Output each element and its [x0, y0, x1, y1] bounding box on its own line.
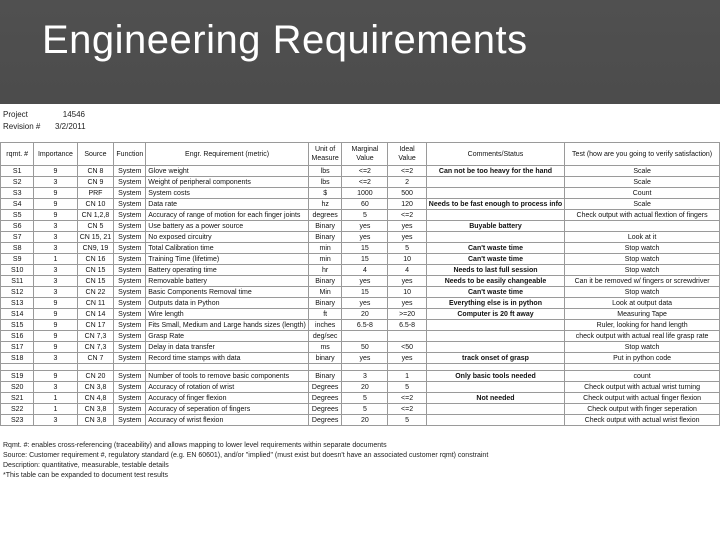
table-row [1, 276, 720, 287]
table-cell: CN 16 [77, 254, 114, 265]
table-cell: check output with actual real life grasp rate [565, 331, 720, 342]
table-cell: S9 [1, 254, 34, 265]
table-cell: Check output with actual finger flexion [565, 393, 720, 404]
table-cell: 9 [34, 210, 77, 221]
table-cell: Accuracy of wrist flexion [146, 415, 309, 426]
table-cell: Put in python code [565, 353, 720, 364]
table-cell: Scale [565, 177, 720, 188]
column-header: rqmt. # [1, 143, 34, 166]
table-cell: <=2 [388, 210, 426, 221]
table-cell: inches [308, 320, 342, 331]
table-row [1, 309, 720, 320]
table-cell: 15 [342, 254, 388, 265]
table-cell: System [114, 298, 146, 309]
table-cell: Only basic tools needed [426, 371, 564, 382]
table-cell: Fits Small, Medium and Large hands sizes (length) [146, 320, 309, 331]
table-cell: 9 [34, 320, 77, 331]
table-cell: 20 [342, 382, 388, 393]
table-cell: Removable battery [146, 276, 309, 287]
spacer-cell [342, 364, 388, 371]
table-cell: 3 [34, 353, 77, 364]
table-cell: <=2 [342, 166, 388, 177]
table-cell: CN 17 [77, 320, 114, 331]
table-cell [426, 188, 564, 199]
table-cell: Glove weight [146, 166, 309, 177]
table-cell: CN 15 [77, 265, 114, 276]
requirements-table [0, 142, 720, 426]
table-cell: 1 [34, 393, 77, 404]
table-cell: S5 [1, 210, 34, 221]
table-cell [426, 331, 564, 342]
table-cell: <=2 [388, 404, 426, 415]
note-line: Source: Customer requirement #, regulatory standard (e.g. EN 60601), and/or "implied" (must exist but doesn't have an associated customer rqmt) constraint [3, 452, 489, 459]
note-line: Description: quantitative, measurable, testable details [3, 462, 169, 469]
table-cell: Buyable battery [426, 221, 564, 232]
table-cell: 20 [342, 415, 388, 426]
table-cell: 9 [34, 199, 77, 210]
table-cell: S10 [1, 265, 34, 276]
table-row [1, 221, 720, 232]
table-cell: S15 [1, 320, 34, 331]
table-cell: Binary [308, 232, 342, 243]
table-cell: Can't waste time [426, 287, 564, 298]
table-cell: track onset of grasp [426, 353, 564, 364]
table-row [1, 342, 720, 353]
table-cell: CN 11 [77, 298, 114, 309]
table-row [1, 415, 720, 426]
table-cell: Needs to last full session [426, 265, 564, 276]
spacer-cell [1, 364, 34, 371]
table-cell: Count [565, 188, 720, 199]
table-cell: binary [308, 353, 342, 364]
table-cell: Look at output data [565, 298, 720, 309]
table-cell: yes [388, 221, 426, 232]
table-row [1, 287, 720, 298]
table-cell: yes [388, 298, 426, 309]
column-header: Engr. Requirement (metric) [146, 143, 309, 166]
table-cell: 3 [34, 287, 77, 298]
table-cell: Everything else is in python [426, 298, 564, 309]
table-cell: System [114, 232, 146, 243]
table-cell: System [114, 265, 146, 276]
table-row [1, 382, 720, 393]
table-cell: System [114, 221, 146, 232]
table-cell: CN 20 [77, 371, 114, 382]
table-cell: System [114, 243, 146, 254]
table-cell: S4 [1, 199, 34, 210]
spreadsheet-image [0, 104, 720, 540]
table-cell [565, 221, 720, 232]
table-cell: 2 [388, 177, 426, 188]
table-cell: Delay in data transfer [146, 342, 309, 353]
table-cell: Can't waste time [426, 254, 564, 265]
table-cell: S12 [1, 287, 34, 298]
table-cell: 50 [342, 342, 388, 353]
table-cell: lbs [308, 166, 342, 177]
column-header: Source [77, 143, 114, 166]
table-cell: S7 [1, 232, 34, 243]
table-cell: 9 [34, 166, 77, 177]
spacer-cell [114, 364, 146, 371]
table-cell: Binary [308, 371, 342, 382]
table-row [1, 254, 720, 265]
table-cell: Stop watch [565, 254, 720, 265]
table-row [1, 331, 720, 342]
table-cell [388, 331, 426, 342]
table-cell: Degrees [308, 415, 342, 426]
table-cell [426, 404, 564, 415]
table-cell: 5 [342, 404, 388, 415]
table-cell: Binary [308, 298, 342, 309]
table-cell: Needs to be fast enough to process info [426, 199, 564, 210]
table-cell: CN 15, 21 [77, 232, 114, 243]
table-row [1, 166, 720, 177]
spacer-cell [565, 364, 720, 371]
table-cell: CN 10 [77, 199, 114, 210]
table-cell: yes [388, 232, 426, 243]
slide-title: Engineering Requirements [42, 18, 528, 62]
table-cell: CN 7,3 [77, 342, 114, 353]
table-cell: S20 [1, 382, 34, 393]
spacer-row [1, 364, 720, 371]
table-cell [426, 382, 564, 393]
table-cell [426, 320, 564, 331]
table-cell: CN 1,2,8 [77, 210, 114, 221]
table-row [1, 188, 720, 199]
note-line: *This table can be expanded to document test results [3, 472, 168, 479]
table-cell: Battery operating time [146, 265, 309, 276]
table-cell: 5 [342, 210, 388, 221]
table-cell: System [114, 331, 146, 342]
table-cell: <=2 [388, 166, 426, 177]
table-cell [426, 232, 564, 243]
table-cell: 5 [388, 415, 426, 426]
spacer-cell [77, 364, 114, 371]
table-row [1, 199, 720, 210]
table-cell: 5 [388, 243, 426, 254]
table-cell: Check output with actual wrist turning [565, 382, 720, 393]
table-cell: System [114, 188, 146, 199]
table-cell: 15 [342, 243, 388, 254]
table-cell: CN 3,8 [77, 415, 114, 426]
table-row [1, 353, 720, 364]
table-cell: System costs [146, 188, 309, 199]
table-cell: Degrees [308, 393, 342, 404]
column-header: Ideal Value [388, 143, 426, 166]
spacer-cell [146, 364, 309, 371]
table-cell: Grasp Rate [146, 331, 309, 342]
table-cell: System [114, 287, 146, 298]
table-cell: S13 [1, 298, 34, 309]
table-cell: Can it be removed w/ fingers or screwdriver [565, 276, 720, 287]
table-cell: Binary [308, 221, 342, 232]
table-cell: 20 [342, 309, 388, 320]
column-header: Comments/Status [426, 143, 564, 166]
table-cell: S17 [1, 342, 34, 353]
table-cell: <=2 [342, 177, 388, 188]
table-cell: CN 7 [77, 353, 114, 364]
table-cell: Scale [565, 166, 720, 177]
table-cell: Scale [565, 199, 720, 210]
table-cell: CN 3,8 [77, 404, 114, 415]
table-cell: S16 [1, 331, 34, 342]
table-cell: CN 4,8 [77, 393, 114, 404]
table-cell: CN 8 [77, 166, 114, 177]
table-cell: Wire length [146, 309, 309, 320]
table-cell: Check output with actual flextion of fingers [565, 210, 720, 221]
table-cell: Accuracy of range of motion for each finger joints [146, 210, 309, 221]
table-cell: hr [308, 265, 342, 276]
table-cell: 3 [34, 265, 77, 276]
table-cell: degrees [308, 210, 342, 221]
table-cell: CN 3,8 [77, 382, 114, 393]
table-cell: System [114, 199, 146, 210]
table-cell: Use battery as a power source [146, 221, 309, 232]
table-cell [426, 210, 564, 221]
table-cell: lbs [308, 177, 342, 188]
table-cell: 15 [342, 287, 388, 298]
table-cell: CN 9 [77, 177, 114, 188]
table-cell: min [308, 243, 342, 254]
notes-block [3, 441, 488, 481]
table-cell: 5 [342, 393, 388, 404]
table-cell: 6.5-8 [342, 320, 388, 331]
table-cell: S19 [1, 371, 34, 382]
table-cell: yes [342, 298, 388, 309]
table-cell: yes [342, 232, 388, 243]
table-row [1, 243, 720, 254]
table-cell: Measuring Tape [565, 309, 720, 320]
table-cell: Basic Components Removal time [146, 287, 309, 298]
table-cell: 4 [388, 265, 426, 276]
table-cell: CN 15 [77, 276, 114, 287]
table-cell: CN 14 [77, 309, 114, 320]
table-cell: CN 7,3 [77, 331, 114, 342]
table-cell: Computer is 20 ft away [426, 309, 564, 320]
table-row [1, 232, 720, 243]
table-cell: Stop watch [565, 243, 720, 254]
table-row [1, 320, 720, 331]
table-cell: $ [308, 188, 342, 199]
table-cell [426, 342, 564, 353]
table-cell: System [114, 371, 146, 382]
table-row [1, 177, 720, 188]
table-cell: Degrees [308, 382, 342, 393]
table-cell: deg/sec [308, 331, 342, 342]
table-cell: Ruler, looking for hand length [565, 320, 720, 331]
table-cell: S23 [1, 415, 34, 426]
table-cell: Accuracy of seperation of fingers [146, 404, 309, 415]
table-cell: S8 [1, 243, 34, 254]
table-cell: S21 [1, 393, 34, 404]
table-cell: Binary [308, 276, 342, 287]
table-cell: yes [342, 353, 388, 364]
table-cell: yes [388, 276, 426, 287]
table-cell: Check output with actual wrist flexion [565, 415, 720, 426]
table-cell: System [114, 353, 146, 364]
column-header: Importance [34, 143, 77, 166]
revision-label: Revision # [3, 121, 41, 131]
table-cell: 120 [388, 199, 426, 210]
table-cell: 9 [34, 342, 77, 353]
table-cell: 10 [388, 287, 426, 298]
table-cell: S3 [1, 188, 34, 199]
table-cell: Not needed [426, 393, 564, 404]
table-cell: 3 [342, 371, 388, 382]
table-cell [426, 177, 564, 188]
table-cell: Min [308, 287, 342, 298]
table-cell: 9 [34, 331, 77, 342]
table-cell: Total Calibration time [146, 243, 309, 254]
spacer-cell [426, 364, 564, 371]
project-value: 14546 [62, 109, 85, 119]
table-cell: 3 [34, 232, 77, 243]
table-cell: 1 [34, 404, 77, 415]
table-cell: Needs to be easily changeable [426, 276, 564, 287]
table-row [1, 371, 720, 382]
spacer-cell [308, 364, 342, 371]
note-line: Rqmt. #: enables cross-referencing (traceability) and allows mapping to lower level requirements within separate documents [3, 442, 387, 449]
table-cell: 9 [34, 188, 77, 199]
project-label: Project [3, 109, 28, 119]
table-cell: 6.5-8 [388, 320, 426, 331]
table-cell: 9 [34, 371, 77, 382]
table-cell: System [114, 404, 146, 415]
table-cell: Accuracy of finger flexion [146, 393, 309, 404]
table-cell: min [308, 254, 342, 265]
table-cell: 5 [388, 382, 426, 393]
table-cell: 3 [34, 221, 77, 232]
table-cell: ft [308, 309, 342, 320]
table-row [1, 393, 720, 404]
table-cell: <50 [388, 342, 426, 353]
table-cell: S18 [1, 353, 34, 364]
table-cell: hz [308, 199, 342, 210]
table-cell: System [114, 320, 146, 331]
table-cell: Can not be too heavy for the hand [426, 166, 564, 177]
table-cell: Training Time (lifetime) [146, 254, 309, 265]
table-cell: System [114, 210, 146, 221]
table-row [1, 265, 720, 276]
table-cell: ms [308, 342, 342, 353]
table-cell: Stop watch [565, 342, 720, 353]
table-cell: S22 [1, 404, 34, 415]
table-cell: Can't waste time [426, 243, 564, 254]
table-row [1, 404, 720, 415]
table-cell: Stop watch [565, 287, 720, 298]
table-row [1, 298, 720, 309]
table-cell: 1 [388, 371, 426, 382]
table-cell: >=20 [388, 309, 426, 320]
table-cell: yes [342, 276, 388, 287]
table-cell [342, 331, 388, 342]
column-header: Test (how are you going to verify satisfaction) [565, 143, 720, 166]
table-cell: Accuracy of rotation of wrist [146, 382, 309, 393]
table-cell: 9 [34, 298, 77, 309]
table-cell: System [114, 382, 146, 393]
table-cell: System [114, 166, 146, 177]
table-cell: System [114, 309, 146, 320]
table-cell: Outputs data in Python [146, 298, 309, 309]
table-cell: CN9, 19 [77, 243, 114, 254]
table-cell: Weight of peripheral components [146, 177, 309, 188]
table-cell: yes [388, 353, 426, 364]
table-cell: Data rate [146, 199, 309, 210]
table-cell: S1 [1, 166, 34, 177]
table-cell: count [565, 371, 720, 382]
table-cell: S14 [1, 309, 34, 320]
table-cell: 3 [34, 276, 77, 287]
table-cell: System [114, 177, 146, 188]
table-cell: System [114, 276, 146, 287]
table-cell: 1 [34, 254, 77, 265]
spacer-cell [34, 364, 77, 371]
table-cell: PRF [77, 188, 114, 199]
table-cell: Record time stamps with data [146, 353, 309, 364]
table-row [1, 210, 720, 221]
table-cell: S11 [1, 276, 34, 287]
table-cell: Number of tools to remove basic components [146, 371, 309, 382]
revision-value: 3/2/2011 [55, 121, 86, 131]
table-cell [426, 415, 564, 426]
spacer-cell [388, 364, 426, 371]
project-info [3, 108, 85, 132]
table-cell: System [114, 254, 146, 265]
table-cell: 3 [34, 177, 77, 188]
table-cell: 3 [34, 415, 77, 426]
table-header-row [1, 143, 720, 166]
table-cell: Degrees [308, 404, 342, 415]
table-cell: Look at it [565, 232, 720, 243]
table-cell: System [114, 415, 146, 426]
table-cell: CN 5 [77, 221, 114, 232]
column-header: Marginal Value [342, 143, 388, 166]
table-cell: 10 [388, 254, 426, 265]
table-cell: <=2 [388, 393, 426, 404]
table-cell: CN 22 [77, 287, 114, 298]
table-cell: yes [342, 221, 388, 232]
table-cell: System [114, 393, 146, 404]
column-header: Unit of Measure [308, 143, 342, 166]
table-cell: 60 [342, 199, 388, 210]
table-cell: 3 [34, 243, 77, 254]
table-cell: 4 [342, 265, 388, 276]
table-cell: No exposed circuitry [146, 232, 309, 243]
table-cell: Stop watch [565, 265, 720, 276]
table-cell: S6 [1, 221, 34, 232]
table-cell: 1000 [342, 188, 388, 199]
table-cell: System [114, 342, 146, 353]
table-cell: 500 [388, 188, 426, 199]
table-cell: 3 [34, 382, 77, 393]
table-cell: Check output with finger seperation [565, 404, 720, 415]
column-header: Function [114, 143, 146, 166]
table-cell: 9 [34, 309, 77, 320]
table-cell: S2 [1, 177, 34, 188]
